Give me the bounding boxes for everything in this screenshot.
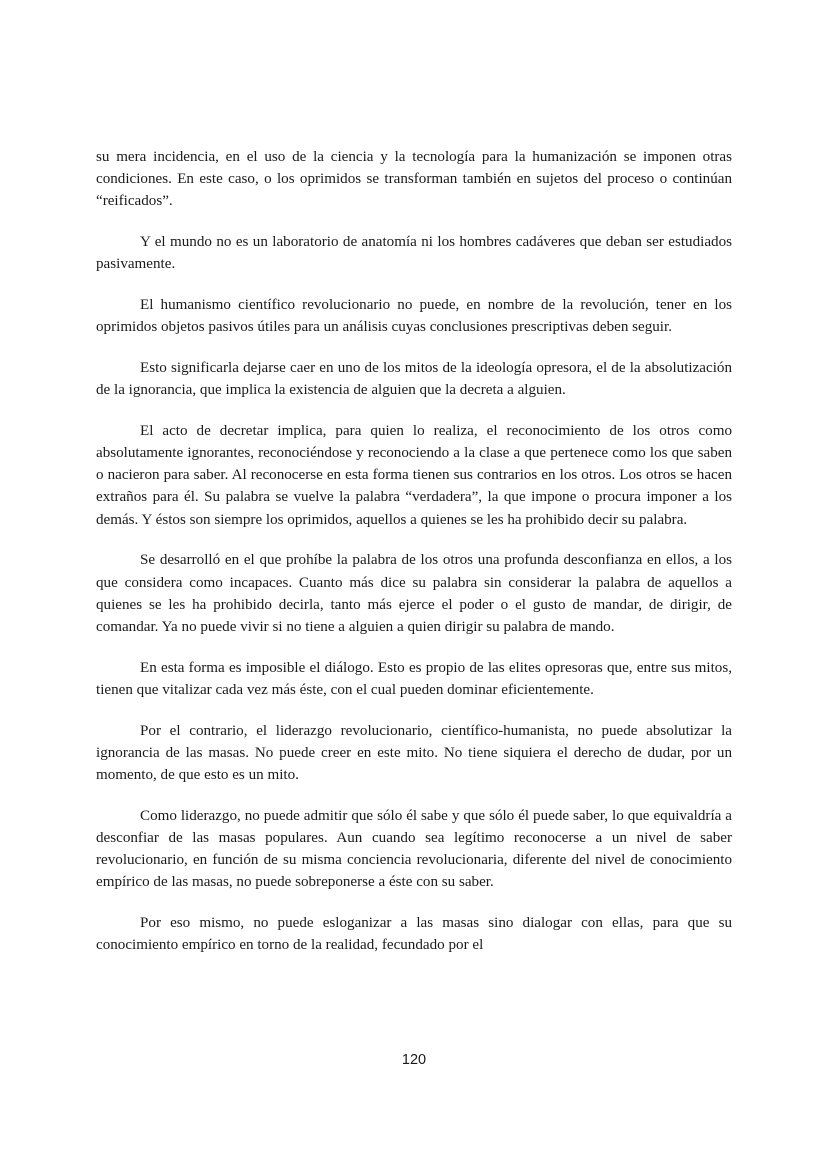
page-number: 120: [401, 1052, 427, 1068]
paragraph: su mera incidencia, en el uso de la ciencia y la tecnología para la humanización se imponen otras condiciones. En este caso, o los oprimidos se transforman también en sujetos del proceso o continúan “reificados”.: [96, 149, 732, 210]
paragraph: En esta forma es imposible el diálogo. Esto es propio de las elites opresoras que, entre sus mitos, tienen que vitalizar cada vez más éste, con el cual pueden dominar eficientemente.: [96, 659, 732, 698]
page-body: [96, 146, 732, 975]
paragraph: Y el mundo no es un laboratorio de anatomía ni los hombres cadáveres que deban ser estudiados pasivamente.: [96, 234, 732, 273]
paragraph: Se desarrolló en el que prohíbe la palabra de los otros una profunda desconfianza en ellos, a los que considera como incapaces. Cuanto más dice su palabra sin considerar la palabra de aquellos a quienes se les ha prohibido decirla, tanto más ejerce el poder o el gusto de mandar, de dirigir, de comandar. Ya no puede vivir si no tiene a alguien a quien dirigir su palabra de mando.: [96, 552, 732, 635]
paragraph: El humanismo científico revolucionario no puede, en nombre de la revolución, tener en los oprimidos objetos pasivos útiles para un análisis cuyas conclusiones prescriptivas deben seguir.: [96, 297, 732, 336]
paragraph: Como liderazgo, no puede admitir que sólo él sabe y que sólo él puede saber, lo que equivaldría a desconfiar de las masas populares. Aun cuando sea legítimo reconocerse a un nivel de saber revolucionario, en función de su misma conciencia revolucionaria, diferente del nivel de conocimiento empírico de las masas, no puede sobreponerse a éste con su saber.: [96, 807, 732, 891]
paragraph: El acto de decretar implica, para quien lo realiza, el reconocimiento de los otros como absolutamente ignorantes, reconociéndose y reconociendo a la clase a que pertenece como los que saben o nacieron para saber. Al reconocerse en esta forma tienen sus contrarios en los otros. Los otros se hacen extraños para él. Su palabra se vuelve la palabra “verdadera”, la que impone o procura imponer a los demás. Y éstos son siempre los oprimidos, aquellos a quienes se les ha prohibido decir su palabra.: [96, 422, 732, 528]
paragraph: Por eso mismo, no puede esloganizar a las masas sino dialogar con ellas, para que su conocimiento empírico en torno de la realidad, fecundado por el: [96, 914, 732, 954]
paragraph: Esto significarla dejarse caer en uno de los mitos de la ideología opresora, el de la absolutización de la ignorancia, que implica la existencia de alguien que la decreta a alguien.: [96, 359, 732, 399]
paragraph: Por el contrario, el liderazgo revolucionario, científico-humanista, no puede absolutizar la ignorancia de las masas. No puede creer en este mito. No tiene siquiera el derecho de dudar, por un momento, de que esto es un mito.: [96, 722, 732, 783]
